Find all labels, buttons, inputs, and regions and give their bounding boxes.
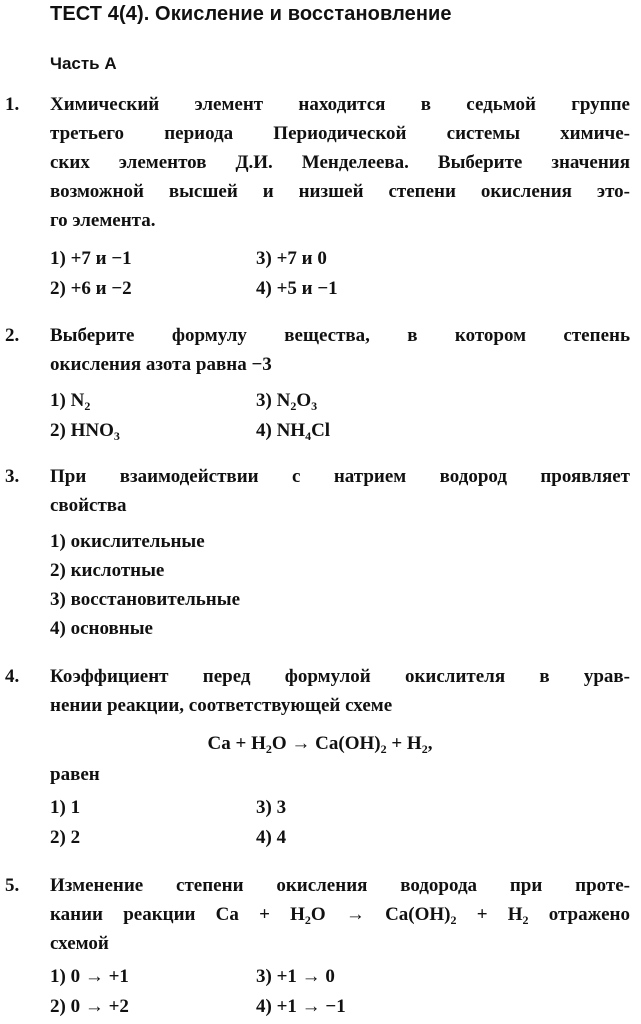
question-number: 4. (5, 666, 20, 687)
formula-part: 4) NH (256, 420, 306, 441)
equation-part: Ca + H (207, 733, 266, 754)
equation-part: O → Ca(OH) (310, 904, 451, 925)
question-text-line: нении реакции, соответствующей схеме (50, 695, 393, 716)
answer-option: 4) основные (50, 618, 153, 639)
question-number: 5. (5, 875, 20, 896)
question-text-line: возможной высшей и низшей степени окисления это- (50, 181, 630, 202)
formula-part: 2) HNO (50, 420, 114, 441)
answer-option: 4) +1 → −1 (256, 996, 346, 1017)
question-number: 3. (5, 466, 20, 487)
formula-part: 1) N (50, 390, 85, 411)
answer-option (50, 386, 90, 415)
answer-option: 2) +6 и −2 (50, 278, 132, 299)
page-title: ТЕСТ 4(4). Окисление и восстановление (50, 3, 452, 25)
formula-subscript: 2 (290, 399, 297, 413)
answer-option: 1) окислительные (50, 531, 205, 552)
formula-part: 3) N (256, 390, 291, 411)
answer-option: 1) +7 и −1 (50, 248, 132, 269)
answer-option: 4) +5 и −1 (256, 278, 338, 299)
equation-part: кании реакции Ca + H (50, 904, 305, 925)
answer-option: 3) +1 → 0 (256, 966, 335, 987)
answer-option: 1) 0 → +1 (50, 966, 129, 987)
equation-subscript: 2 (265, 742, 272, 756)
question-number: 2. (5, 325, 20, 346)
question-text-line: третьего периода Периодической системы химиче- (50, 123, 630, 144)
formula-subscript: 4 (305, 429, 312, 443)
answer-option: 3) 3 (256, 797, 287, 818)
equation-part: O → Ca(OH) (271, 733, 381, 754)
question-text-line: свойства (50, 495, 127, 516)
equation-part: отражено (528, 904, 630, 925)
formula-part: O (296, 390, 312, 411)
equation-subscript: 2 (421, 742, 428, 756)
reaction-equation (50, 729, 590, 758)
answer-option: 2) кислотные (50, 560, 165, 581)
answer-option (50, 416, 120, 445)
question-text-line: равен (50, 764, 100, 785)
answer-option (256, 386, 317, 415)
question-text-line: Химический элемент находится в седьмой группе (50, 94, 630, 115)
formula-subscript: 3 (113, 429, 120, 443)
equation-subscript: 2 (450, 913, 457, 927)
question-text-line: При взаимодействии с натрием водород проявляет (50, 466, 630, 487)
answer-option: 2) 2 (50, 827, 81, 848)
equation-part: + H (386, 733, 422, 754)
question-text-line (50, 900, 630, 929)
formula-subscript: 2 (84, 399, 91, 413)
equation-subscript: 2 (522, 913, 529, 927)
equation-subscript: 2 (380, 742, 387, 756)
equation-subscript: 2 (304, 913, 311, 927)
answer-option: 4) 4 (256, 827, 287, 848)
equation-part: , (427, 733, 433, 754)
answer-option: 2) 0 → +2 (50, 996, 129, 1017)
question-text-line: Изменение степени окисления водорода при проте- (50, 875, 630, 896)
formula-part: Cl (311, 420, 331, 441)
answer-option (256, 416, 330, 445)
question-text-line: го элемента. (50, 210, 156, 231)
answer-option: 1) 1 (50, 797, 81, 818)
question-text-line: схемой (50, 933, 109, 954)
question-text-line: Выберите формулу вещества, в котором степень (50, 325, 630, 346)
question-number: 1. (5, 94, 20, 115)
answer-option: 3) +7 и 0 (256, 248, 327, 269)
answer-option: 3) восстановительные (50, 589, 241, 610)
formula-subscript: 3 (311, 399, 318, 413)
question-text-line: окисления азота равна −3 (50, 354, 272, 375)
question-text-line: ских элементов Д.И. Менделеева. Выберите значения (50, 152, 630, 173)
question-text-line: Коэффициент перед формулой окислителя в урав- (50, 666, 630, 687)
equation-part: + H (456, 904, 523, 925)
part-heading: Часть А (50, 54, 117, 73)
